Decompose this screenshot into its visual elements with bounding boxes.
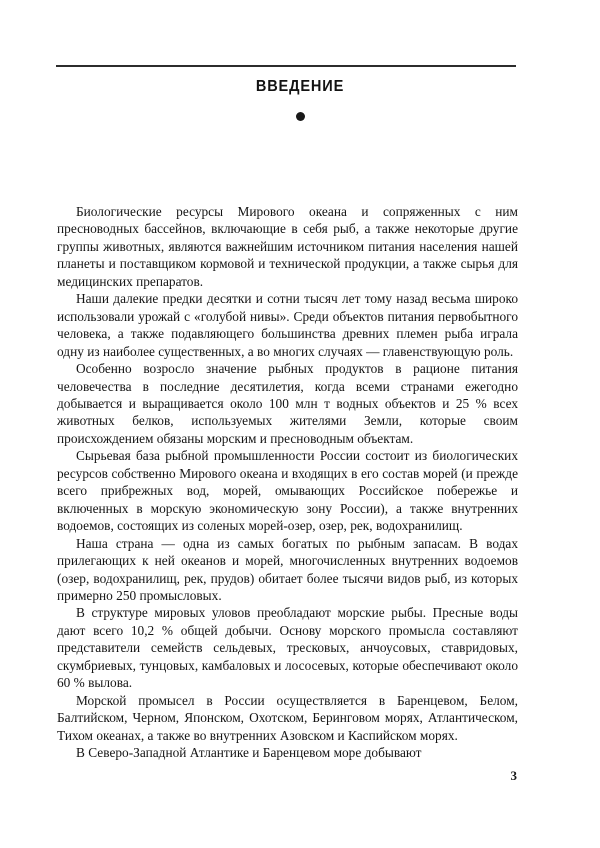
paragraph: Биологические ресурсы Мирового океана и сопряженных с ним пресноводных бассейнов, включающие в себя рыб, а также некоторые другие группы животных, являются важнейшим источником питания населения нашей планеты и поставщиком кормовой и технической продукции, а также сырья для медицинских препаратов. [57,204,518,289]
page-header [0,0,600,150]
paragraph: Особенно возросло значение рыбных продуктов в рационе питания человечества в последние десятилетия, когда всеми странами ежегодно добывается и выращивается около 100 млн т водных объектов и 25 % всех животных белков, используемых жителями Земли, которые своим происхождением обязаны морским и пресноводным объектам. [57,361,518,446]
paragraph: Морской промысел в России осуществляется в Баренцевом, Белом, Балтийском, Черном, Японском, Охотском, Беринговом морях, Атлантическом, Тихом океанах, а также во внутренних Азовском и Каспийском морях. [57,692,518,743]
header-divider-rule [56,65,516,67]
paragraph: В Северо-Западной Атлантике и Баренцевом море добывают [76,745,422,761]
body-text-column [57,203,518,762]
paragraph: Наши далекие предки десятки и сотни тысяч лет тому назад весьма широко использовали урожай с «голубой нивы». Среди объектов питания первобытного человека, а также подавляющего большинства древних племен рыба играла одну из наиболее существенных, а во многих случаях — главенствующую роль. [57,291,518,359]
ornament-bullet-icon [296,112,305,121]
page-number: 3 [510,768,517,783]
paragraph: В структуре мировых уловов преобладают морские рыбы. Пресные воды дают всего 10,2 % общей добычи. Основу морского промысла составляют представители семейств сельдевых, тресковых, анчоусовых, ставридовых, скумбриевых, тунцовых, камбаловых и лососевых, которые обеспечивают около 60 % вылова. [57,605,518,691]
page-title: ВВЕДЕНИЕ [255,78,345,95]
paragraph: Наша страна — одна из самых богатых по рыбным запасам. В водах прилегающих к ней океанов и морей, многочисленных внутренних водоемов (озер, водохранилищ, рек, прудов) обитает более тысячи видов рыб, из которых примерно 250 промысловых. [57,535,518,603]
paragraph: Сырьевая база рыбной промышленности России состоит из биологических ресурсов собственно Мирового океана и входящих в его состав морей (и прежде всего прибрежных вод, морей, омывающих Российское побережье и включенных в морскую экономическую зону России), а также внутренних водоемов, состоящих из соленых морей-озер, озер, рек, водохранилищ. [57,448,518,534]
